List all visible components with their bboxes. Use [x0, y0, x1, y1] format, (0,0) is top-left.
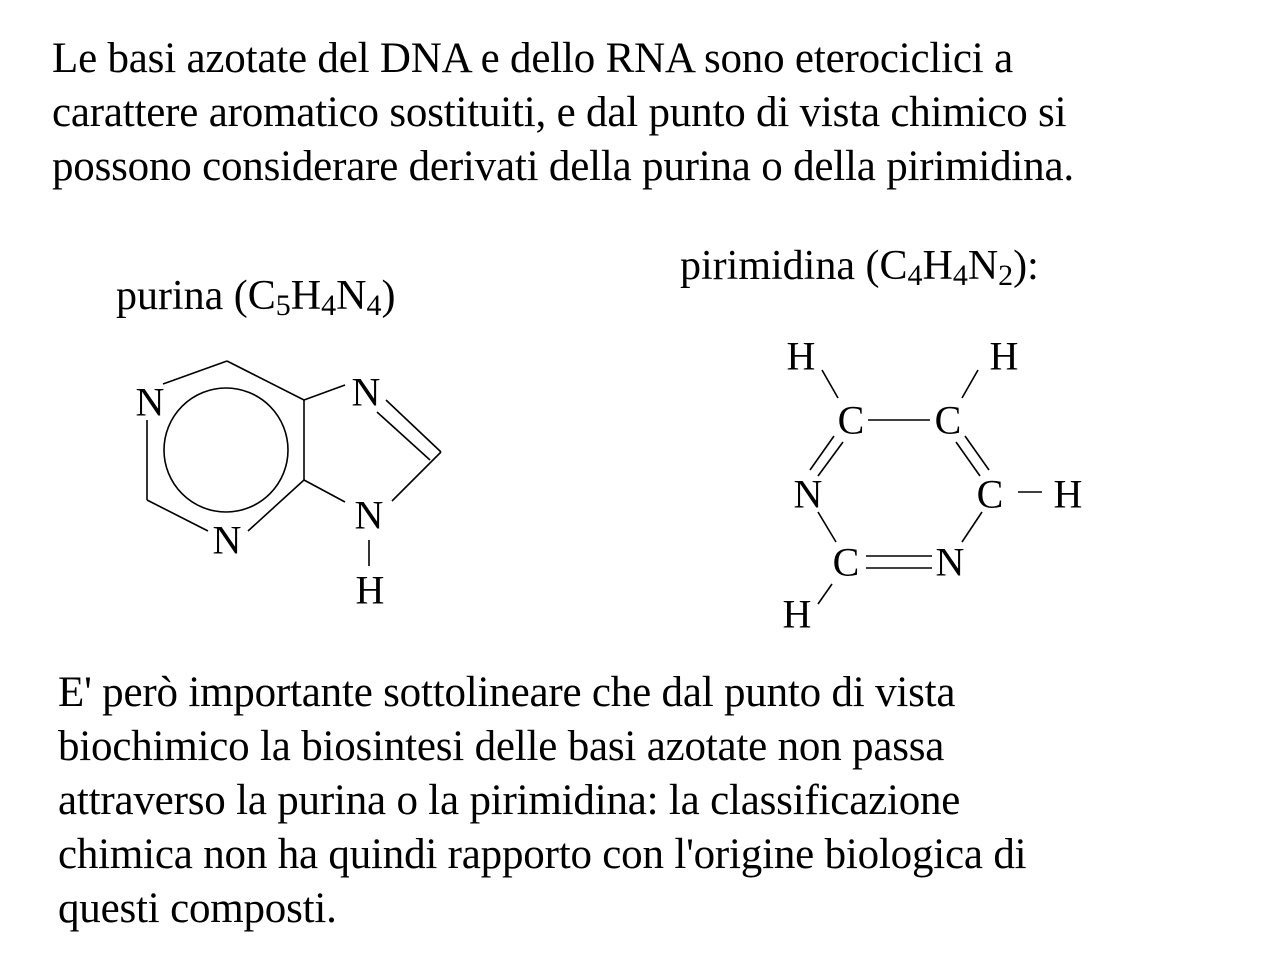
pyrimidine-bond [822, 370, 838, 398]
pyrimidine-atom-h-bottom: H [782, 591, 812, 637]
pyrimidine-atom-h-top-left: H [786, 333, 816, 379]
pyrimidine-atom-c-top-left: C [837, 397, 865, 443]
purine-atom-n9: N [354, 492, 384, 538]
outro-line: E' però importante sottolineare che dal punto di vista [58, 669, 956, 716]
purine-formula-caption: purina $(C_5H_4N_4)$ [116, 273, 396, 322]
outro-paragraph [58, 666, 1026, 936]
pyrimidine-atom-c-top-right: C [934, 397, 962, 443]
pyrimidine-bond [810, 436, 834, 470]
pyrimidine-atom-c-bottom: C [832, 539, 860, 585]
pyrimidine-atom-h-right: H [1053, 471, 1083, 517]
outro-line: biochimico la biosintesi delle basi azotate non passa [58, 723, 945, 770]
pyrimidine-bond [818, 584, 832, 604]
outro-line: attraverso la purina o la pirimidina: la classificazione [58, 777, 961, 824]
purine-atom-n3: N [212, 517, 242, 563]
purine-atom-n1: N [135, 379, 165, 425]
pyrimidine-formula-caption: pirimidina $(C_4H_4N_2)$: [680, 243, 1039, 292]
pyrimidine-atom-c-right: C [976, 471, 1004, 517]
intro-line: carattere aromatico sostituiti, e dal punto di vista chimico si [52, 89, 1067, 136]
purine-atom-h9: H [355, 567, 385, 613]
outro-line: questi composti. [58, 885, 337, 932]
outro-line: chimica non ha quindi rapporto con l'origine biologica di [58, 831, 1027, 878]
intro-line: Le basi azotate del DNA e dello RNA sono eterociclici a [52, 35, 1013, 82]
pyrimidine-bond [965, 436, 989, 470]
pyrimidine-atom-n-bottom: N [935, 539, 965, 585]
pyrimidine-bond [962, 370, 978, 398]
pyrimidine-bond [818, 512, 836, 542]
pyrimidine-atom-n-left: N [793, 471, 823, 517]
pyrimidine-atom-h-top-right: H [989, 333, 1019, 379]
purine-atom-n7: N [351, 369, 381, 415]
pyrimidine-bond [962, 512, 982, 542]
intro-line: possono considerare derivati della purina o della pirimidina. [52, 143, 1074, 190]
